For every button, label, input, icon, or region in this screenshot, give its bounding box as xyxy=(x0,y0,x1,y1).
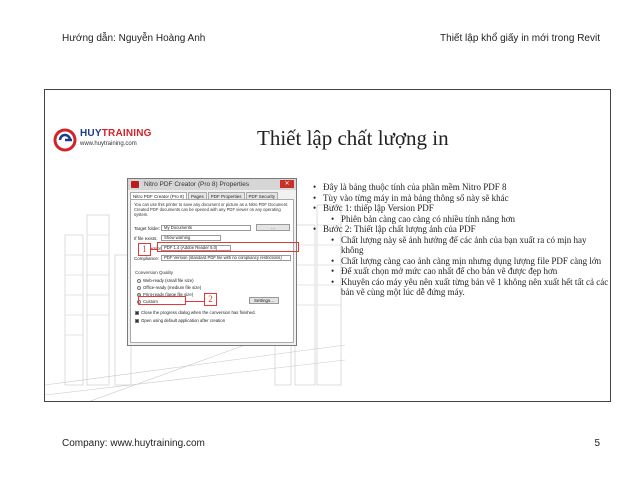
browse-button[interactable]: ... xyxy=(256,224,290,231)
tab-pdf-security[interactable]: PDF Security xyxy=(246,192,279,199)
header-right-text: Thiết lập khổ giấy in mới trong Revit xyxy=(440,33,600,44)
bullet-item: • Tùy vào từng máy in mà bảng thông số này sẽ khác xyxy=(311,193,611,204)
if-file-exists-select[interactable]: Show warning xyxy=(161,235,221,241)
bullet-subitem: • Để xuất chọn mở mức cao nhất để cho bản vẽ được đẹp hơn xyxy=(311,266,611,277)
slide-title: Thiết lập chất lượng in xyxy=(257,126,449,150)
settings-button[interactable]: Settings... xyxy=(249,297,279,304)
open-default-app-checkbox[interactable] xyxy=(135,318,225,323)
bullet-item: • Bước 2: Thiết lập chất lượng ảnh của PDF xyxy=(311,224,611,235)
bullet-subitem: • Phiên bản càng cao càng có nhiều tính năng hơn xyxy=(311,214,611,225)
close-progress-label: Close the progress dialog when the conversion has finished. xyxy=(141,310,256,315)
version-select[interactable]: PDF 1.4 (Adobe Reader 5.0) xyxy=(161,245,231,251)
marker-1-connector xyxy=(150,249,158,250)
nitro-properties-dialog xyxy=(127,178,297,346)
bullet-subitem: • Khuyên cáo máy yêu nên xuất từng bản vẽ 1 không nên xuất hết tất cả các bản vẽ cùng một lúc dễ đứng máy. xyxy=(311,277,611,298)
logo-name-a: HUY xyxy=(80,128,102,139)
conversion-quality-label: Conversion Quality xyxy=(135,270,174,275)
target-folder-label: Target folder: xyxy=(134,226,161,231)
tab-pages[interactable]: Pages xyxy=(188,192,207,199)
footer-company-text: Company: www.huytraining.com xyxy=(62,438,205,449)
dialog-description: You can use this printer to save any document or picture as a Nitro PDF Document. Created PDF documents can be opened with any PDF viewer on any operating system. xyxy=(134,202,289,217)
dialog-titlebar xyxy=(128,179,296,190)
quality-print-ready-label: Print-ready (large file size) xyxy=(143,292,194,297)
nitro-app-icon xyxy=(131,181,139,188)
bullet-subitem: • Chất lượng càng cao ảnh càng mịn nhưng dụng lượng file PDF càng lớn xyxy=(311,256,611,267)
huytraining-logo-icon xyxy=(53,128,77,152)
bullet-item: • Bước 1: thiếp lập Version PDF xyxy=(311,203,611,214)
quality-office-ready-label: Office-ready (medium file size) xyxy=(143,285,202,290)
logo-name xyxy=(80,128,152,139)
bullet-list xyxy=(311,182,611,298)
slide-frame xyxy=(44,89,611,402)
compliance-select[interactable]: PDF Version (standard PDF file with no compliancy restrictions) xyxy=(161,255,291,261)
bullet-subitem: • Chất lượng này sẽ ảnh hưởng đế các ảnh của bạn xuất ra có mịn hay không xyxy=(311,235,611,256)
marker-2-connector xyxy=(186,301,204,302)
header-left-text: Hướng dẫn: Nguyễn Hoàng Anh xyxy=(62,33,206,44)
quality-highlight-box xyxy=(138,296,186,305)
checkbox-box xyxy=(135,319,139,323)
logo-name-b: TRAINING xyxy=(101,128,152,139)
close-progress-checkbox[interactable] xyxy=(135,310,256,315)
quality-web-ready-radio[interactable] xyxy=(137,278,194,283)
quality-web-ready-label: Web-ready (small file size) xyxy=(143,278,194,283)
radio-dot xyxy=(137,279,141,283)
dialog-close-button[interactable]: ✕ xyxy=(280,180,294,188)
dialog-panel xyxy=(130,199,294,343)
tab-pdf-properties[interactable]: PDF Properties xyxy=(208,192,245,199)
dialog-tabs xyxy=(130,192,279,199)
page-number: 5 xyxy=(594,438,600,449)
marker-2: 2 xyxy=(204,293,217,306)
bullet-item: • Đây là bảng thuộc tính của phần mềm Nitro PDF 8 xyxy=(311,182,611,193)
quality-custom-label: Custom xyxy=(143,299,158,304)
version-highlight-box xyxy=(157,242,299,252)
marker-1: 1 xyxy=(138,243,151,256)
target-folder-select[interactable]: My Documents xyxy=(161,225,251,231)
compliance-label: Compliance: xyxy=(134,256,160,261)
if-file-exists-label: If file exists: xyxy=(134,236,158,241)
dialog-title: Nitro PDF Creator (Pro 8) Properties xyxy=(144,181,250,188)
radio-dot xyxy=(137,286,141,290)
checkbox-box xyxy=(135,311,139,315)
huytraining-logo xyxy=(53,128,171,154)
tab-nitro-pdf-creator[interactable]: Nitro PDF Creator (Pro 8) xyxy=(130,192,187,199)
logo-url: www.huytraining.com xyxy=(80,141,137,147)
open-default-app-label: Open using default application after creation xyxy=(141,318,226,323)
quality-office-ready-radio[interactable] xyxy=(137,285,201,290)
